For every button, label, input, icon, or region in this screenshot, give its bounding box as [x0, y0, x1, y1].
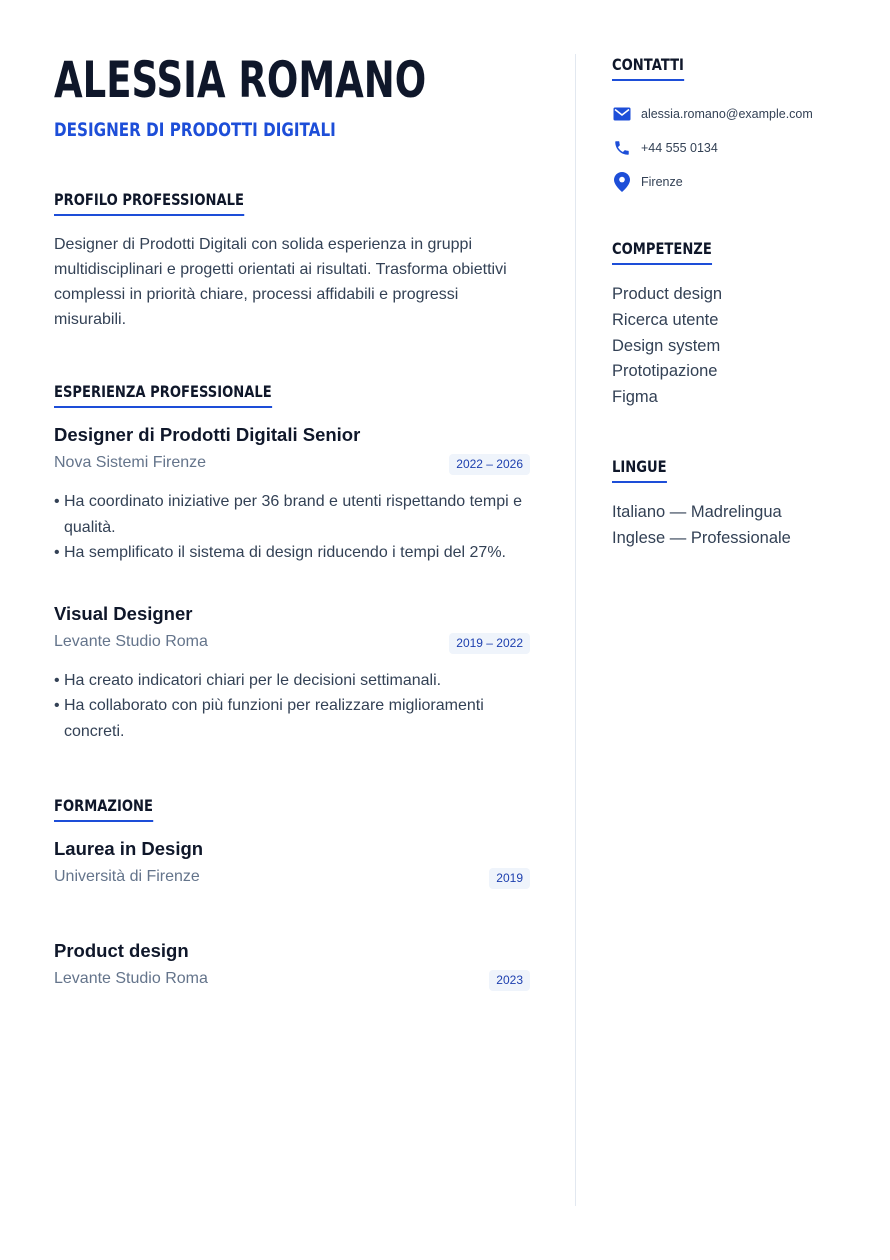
skill-item: Design system — [612, 336, 721, 355]
skills-heading: COMPETENZE — [612, 239, 712, 265]
languages-section — [612, 457, 862, 552]
language-item: Italiano — Madrelingua — [612, 502, 782, 521]
job-dates-badge: 2019 – 2022 — [449, 633, 530, 654]
column-divider — [575, 54, 576, 1206]
email-text: alessia.romano@example.com — [641, 107, 813, 121]
candidate-role: DESIGNER DI PRODOTTI DIGITALI — [54, 119, 336, 141]
profile-text: Designer di Prodotti Digitali con solida esperienza in gruppi multidisciplinari e progetti orientati ai risultati. Trasforma obiettivi complessi in priorità chiare, processi affidabili e progressi misurabili. — [54, 236, 507, 328]
contacts-section — [612, 55, 862, 199]
profile-heading: PROFILO PROFESSIONALE — [54, 190, 244, 216]
skills-section — [612, 239, 862, 411]
institution: Università di Firenze — [54, 868, 200, 885]
job-title: Designer di Prodotti Digitali Senior — [54, 424, 361, 445]
degree-title: Laurea in Design — [54, 838, 204, 859]
job-entry — [54, 602, 534, 745]
job-achievements — [54, 489, 534, 566]
job-dates-badge: 2022 – 2026 — [449, 454, 530, 475]
main-column — [54, 48, 534, 990]
contact-location — [612, 165, 862, 199]
degree-title: Product design — [54, 940, 189, 961]
achievement-item: • Ha creato indicatori chiari per le decisioni settimanali. — [54, 668, 534, 694]
achievement-item: • Ha coordinato iniziative per 36 brand e utenti rispettando tempi e qualità. — [54, 489, 534, 540]
job-title: Visual Designer — [54, 602, 193, 624]
skill-item: Ricerca utente — [612, 310, 719, 329]
phone-text: +44 555 0134 — [641, 141, 718, 155]
map-pin-icon — [612, 172, 632, 192]
institution: Levante Studio Roma — [54, 970, 208, 987]
sidebar — [612, 55, 862, 552]
envelope-icon — [612, 104, 632, 124]
skill-item: Figma — [612, 388, 658, 407]
contacts-heading: CONTATTI — [612, 55, 684, 81]
contact-phone[interactable] — [612, 131, 862, 165]
education-entry — [54, 939, 534, 990]
skill-item: Prototipazione — [612, 362, 718, 381]
education-heading: FORMAZIONE — [54, 796, 153, 822]
year-badge: 2023 — [489, 970, 530, 991]
achievement-item: • Ha semplificato il sistema di design riducendo i tempi del 27%. — [54, 540, 534, 566]
profile-section — [54, 190, 534, 332]
job-company: Nova Sistemi Firenze — [54, 454, 207, 471]
job-company: Levante Studio Roma — [54, 632, 208, 650]
candidate-name: ALESSIA ROMANO — [54, 51, 427, 109]
achievement-item: • Ha collaborato con più funzioni per realizzare miglioramenti concreti. — [54, 693, 534, 744]
job-entry — [54, 423, 534, 566]
phone-icon — [612, 138, 632, 158]
contact-email[interactable] — [612, 97, 862, 131]
language-item: Inglese — Professionale — [612, 528, 791, 547]
languages-heading: LINGUE — [612, 457, 667, 483]
job-achievements — [54, 668, 534, 745]
education-entry — [54, 837, 534, 888]
year-badge: 2019 — [489, 868, 530, 889]
experience-heading: ESPERIENZA PROFESSIONALE — [54, 382, 272, 408]
location-text: Firenze — [641, 175, 683, 189]
experience-section — [54, 382, 534, 744]
skill-item: Product design — [612, 285, 723, 303]
education-section — [54, 796, 534, 990]
